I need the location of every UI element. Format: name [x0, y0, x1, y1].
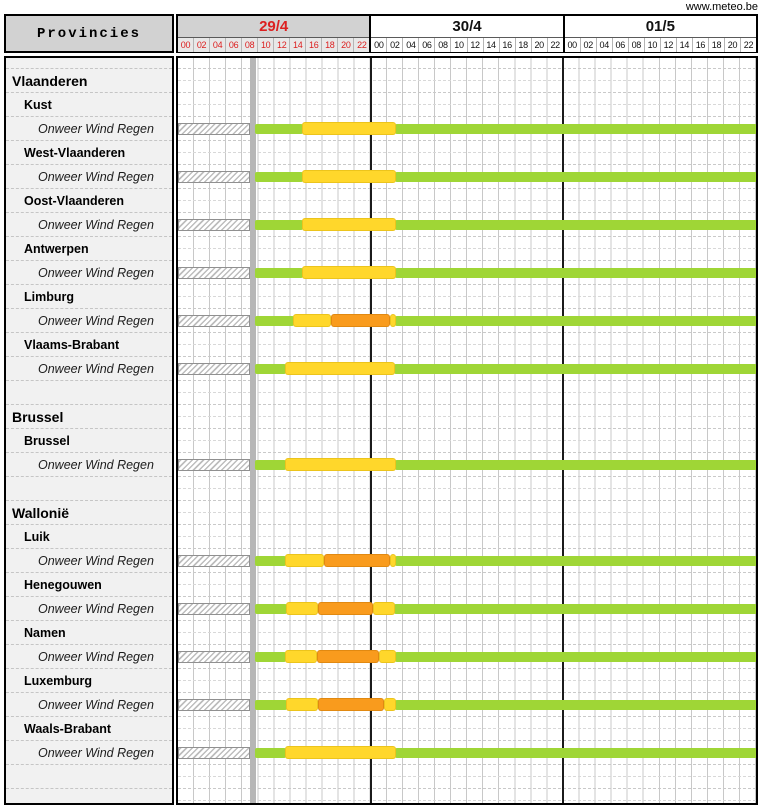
chart-row [178, 620, 756, 644]
hour-tick: 08 [242, 38, 258, 52]
hour-tick: 10 [645, 38, 661, 52]
warning-types-label: Onweer Wind Regen [6, 356, 172, 380]
hour-tick: 00 [371, 38, 387, 52]
hour-tick: 20 [338, 38, 354, 52]
chart-row [178, 236, 756, 260]
chart-row [178, 644, 756, 668]
warning-segment-green [395, 316, 757, 326]
hour-ticks [371, 37, 562, 52]
hour-tick: 00 [565, 38, 581, 52]
hour-tick: 12 [468, 38, 484, 52]
warning-types-label: Onweer Wind Regen [6, 740, 172, 764]
hour-tick: 22 [354, 38, 369, 52]
timeline-body [176, 56, 758, 805]
province-label: Antwerpen [6, 236, 172, 260]
warning-segment-green [255, 460, 286, 470]
warning-types-label: Onweer Wind Regen [6, 116, 172, 140]
chart-row [178, 308, 756, 332]
chart-row [178, 524, 756, 548]
warning-types-label: Onweer Wind Regen [6, 644, 172, 668]
provinces-header-label: Provincies [36, 25, 141, 42]
chart-row [178, 404, 756, 428]
hour-tick: 08 [629, 38, 645, 52]
date-label: 29/4 [178, 16, 369, 37]
elapsed-hatch [178, 555, 250, 567]
warning-segment-yellow [285, 746, 397, 759]
chart-row [178, 788, 756, 805]
warning-segment-green [255, 604, 287, 614]
hour-tick: 10 [451, 38, 467, 52]
region-label: Wallonië [6, 500, 172, 524]
section-spacer-row [6, 380, 172, 404]
hour-tick: 12 [661, 38, 677, 52]
chart-row [178, 68, 756, 92]
warning-segment-yellow [390, 554, 396, 567]
hour-tick: 16 [500, 38, 516, 52]
chart-row [178, 572, 756, 596]
province-label: Namen [6, 620, 172, 644]
chart-row [178, 116, 756, 140]
day-column [563, 16, 756, 51]
hour-tick: 12 [274, 38, 290, 52]
warning-segment-yellow [302, 266, 396, 279]
chart-row [178, 740, 756, 764]
hour-tick: 04 [403, 38, 419, 52]
warning-segment-orange [317, 650, 380, 663]
elapsed-hatch [178, 459, 250, 471]
chart-row [178, 164, 756, 188]
warning-segment-yellow [286, 698, 318, 711]
hour-tick: 14 [484, 38, 500, 52]
warning-segment-yellow [302, 170, 396, 183]
hour-tick: 14 [677, 38, 693, 52]
hour-tick: 04 [210, 38, 226, 52]
warning-segment-green [255, 268, 303, 278]
elapsed-hatch [178, 267, 250, 279]
warning-types-label: Onweer Wind Regen [6, 308, 172, 332]
province-label: Vlaams-Brabant [6, 332, 172, 356]
warning-segment-green [255, 364, 286, 374]
chart-row [178, 188, 756, 212]
warning-segment-yellow [302, 218, 396, 231]
day-column [369, 16, 562, 51]
provinces-panel [4, 56, 174, 805]
hour-tick: 20 [532, 38, 548, 52]
warning-segment-green [255, 316, 294, 326]
warning-segment-green [394, 364, 757, 374]
elapsed-hatch [178, 363, 250, 375]
provinces-header [4, 14, 174, 53]
chart-row [178, 764, 756, 788]
warning-types-label: Onweer Wind Regen [6, 692, 172, 716]
empty-row [6, 788, 172, 805]
warning-segment-green [395, 556, 757, 566]
hour-tick: 22 [741, 38, 756, 52]
warning-types-label: Onweer Wind Regen [6, 212, 172, 236]
hour-tick: 16 [693, 38, 709, 52]
warning-segment-yellow [302, 122, 396, 135]
hour-tick: 06 [226, 38, 242, 52]
chart-row [178, 476, 756, 500]
warning-segment-yellow [390, 314, 396, 327]
warning-segment-yellow [286, 602, 318, 615]
chart-row [178, 332, 756, 356]
warning-segment-green [395, 460, 757, 470]
chart-row [178, 692, 756, 716]
hour-tick: 14 [290, 38, 306, 52]
warning-types-label: Onweer Wind Regen [6, 596, 172, 620]
warning-segment-yellow [379, 650, 395, 663]
timeline-header [176, 14, 758, 53]
province-label: Luik [6, 524, 172, 548]
province-label: Limburg [6, 284, 172, 308]
warning-segment-green [395, 748, 757, 758]
hour-tick: 16 [306, 38, 322, 52]
chart-row [178, 58, 756, 68]
region-label: Vlaanderen [6, 68, 172, 92]
warning-segment-orange [324, 554, 390, 567]
warning-segment-orange [318, 602, 373, 615]
province-label: Kust [6, 92, 172, 116]
warning-segment-yellow [373, 602, 395, 615]
chart-row [178, 212, 756, 236]
hour-tick: 18 [516, 38, 532, 52]
province-label: Luxemburg [6, 668, 172, 692]
hour-tick: 18 [709, 38, 725, 52]
warning-segment-green [394, 604, 757, 614]
warning-types-label: Onweer Wind Regen [6, 548, 172, 572]
hour-tick: 06 [613, 38, 629, 52]
warning-types-label: Onweer Wind Regen [6, 164, 172, 188]
hour-ticks [178, 37, 369, 52]
date-label: 01/5 [645, 18, 675, 35]
elapsed-hatch [178, 171, 250, 183]
hour-tick: 18 [322, 38, 338, 52]
site-caption: www.meteo.be [685, 1, 758, 13]
warning-segment-green [255, 124, 303, 134]
hour-tick: 08 [435, 38, 451, 52]
chart-row [178, 380, 756, 404]
warning-segment-green [255, 556, 286, 566]
hour-tick: 02 [194, 38, 210, 52]
hour-ticks [565, 37, 756, 52]
hour-tick: 02 [581, 38, 597, 52]
warning-segment-yellow [285, 458, 397, 471]
province-label: Oost-Vlaanderen [6, 188, 172, 212]
warning-segment-green [395, 124, 757, 134]
chart-row [178, 596, 756, 620]
chart-row [178, 92, 756, 116]
warning-segment-yellow [285, 554, 324, 567]
region-label: Brussel [6, 404, 172, 428]
hour-tick: 00 [178, 38, 194, 52]
chart-row [178, 668, 756, 692]
elapsed-hatch [178, 651, 250, 663]
chart-row [178, 260, 756, 284]
chart-row [178, 500, 756, 524]
warning-segment-green [255, 220, 303, 230]
date-label: 30/4 [452, 18, 482, 35]
section-spacer-row [6, 476, 172, 500]
hour-tick: 10 [258, 38, 274, 52]
elapsed-hatch [178, 219, 250, 231]
warning-types-label: Onweer Wind Regen [6, 452, 172, 476]
now-marker [250, 58, 256, 803]
warning-segment-orange [331, 314, 390, 327]
warning-segment-green [395, 268, 757, 278]
warning-segment-yellow [384, 698, 395, 711]
chart-row [178, 140, 756, 164]
hour-tick: 22 [548, 38, 563, 52]
section-spacer-row [6, 764, 172, 788]
chart-row [178, 428, 756, 452]
elapsed-hatch [178, 315, 250, 327]
warning-segment-yellow [285, 362, 395, 375]
day-boundary-line [562, 58, 564, 803]
warning-types-label: Onweer Wind Regen [6, 260, 172, 284]
province-label: Henegouwen [6, 572, 172, 596]
day-column [178, 16, 369, 51]
province-label: Brussel [6, 428, 172, 452]
elapsed-hatch [178, 747, 250, 759]
chart-row [178, 452, 756, 476]
chart-row [178, 284, 756, 308]
top-spacer [6, 58, 172, 68]
warning-segment-green [255, 700, 287, 710]
hour-tick: 04 [597, 38, 613, 52]
warning-segment-yellow [293, 314, 331, 327]
chart-row [178, 716, 756, 740]
warning-segment-green [255, 748, 286, 758]
warning-segment-green [395, 220, 757, 230]
province-label: West-Vlaanderen [6, 140, 172, 164]
warning-segment-green [395, 700, 757, 710]
chart-row [178, 548, 756, 572]
elapsed-hatch [178, 123, 250, 135]
elapsed-hatch [178, 699, 250, 711]
warning-segment-green [395, 652, 757, 662]
warning-segment-orange [318, 698, 385, 711]
warning-segment-yellow [285, 650, 317, 663]
warning-segment-green [395, 172, 757, 182]
hour-tick: 20 [725, 38, 741, 52]
chart-row [178, 356, 756, 380]
province-label: Waals-Brabant [6, 716, 172, 740]
warning-segment-green [255, 172, 303, 182]
warning-segment-green [255, 652, 286, 662]
elapsed-hatch [178, 603, 250, 615]
hour-tick: 02 [387, 38, 403, 52]
hour-tick: 06 [419, 38, 435, 52]
